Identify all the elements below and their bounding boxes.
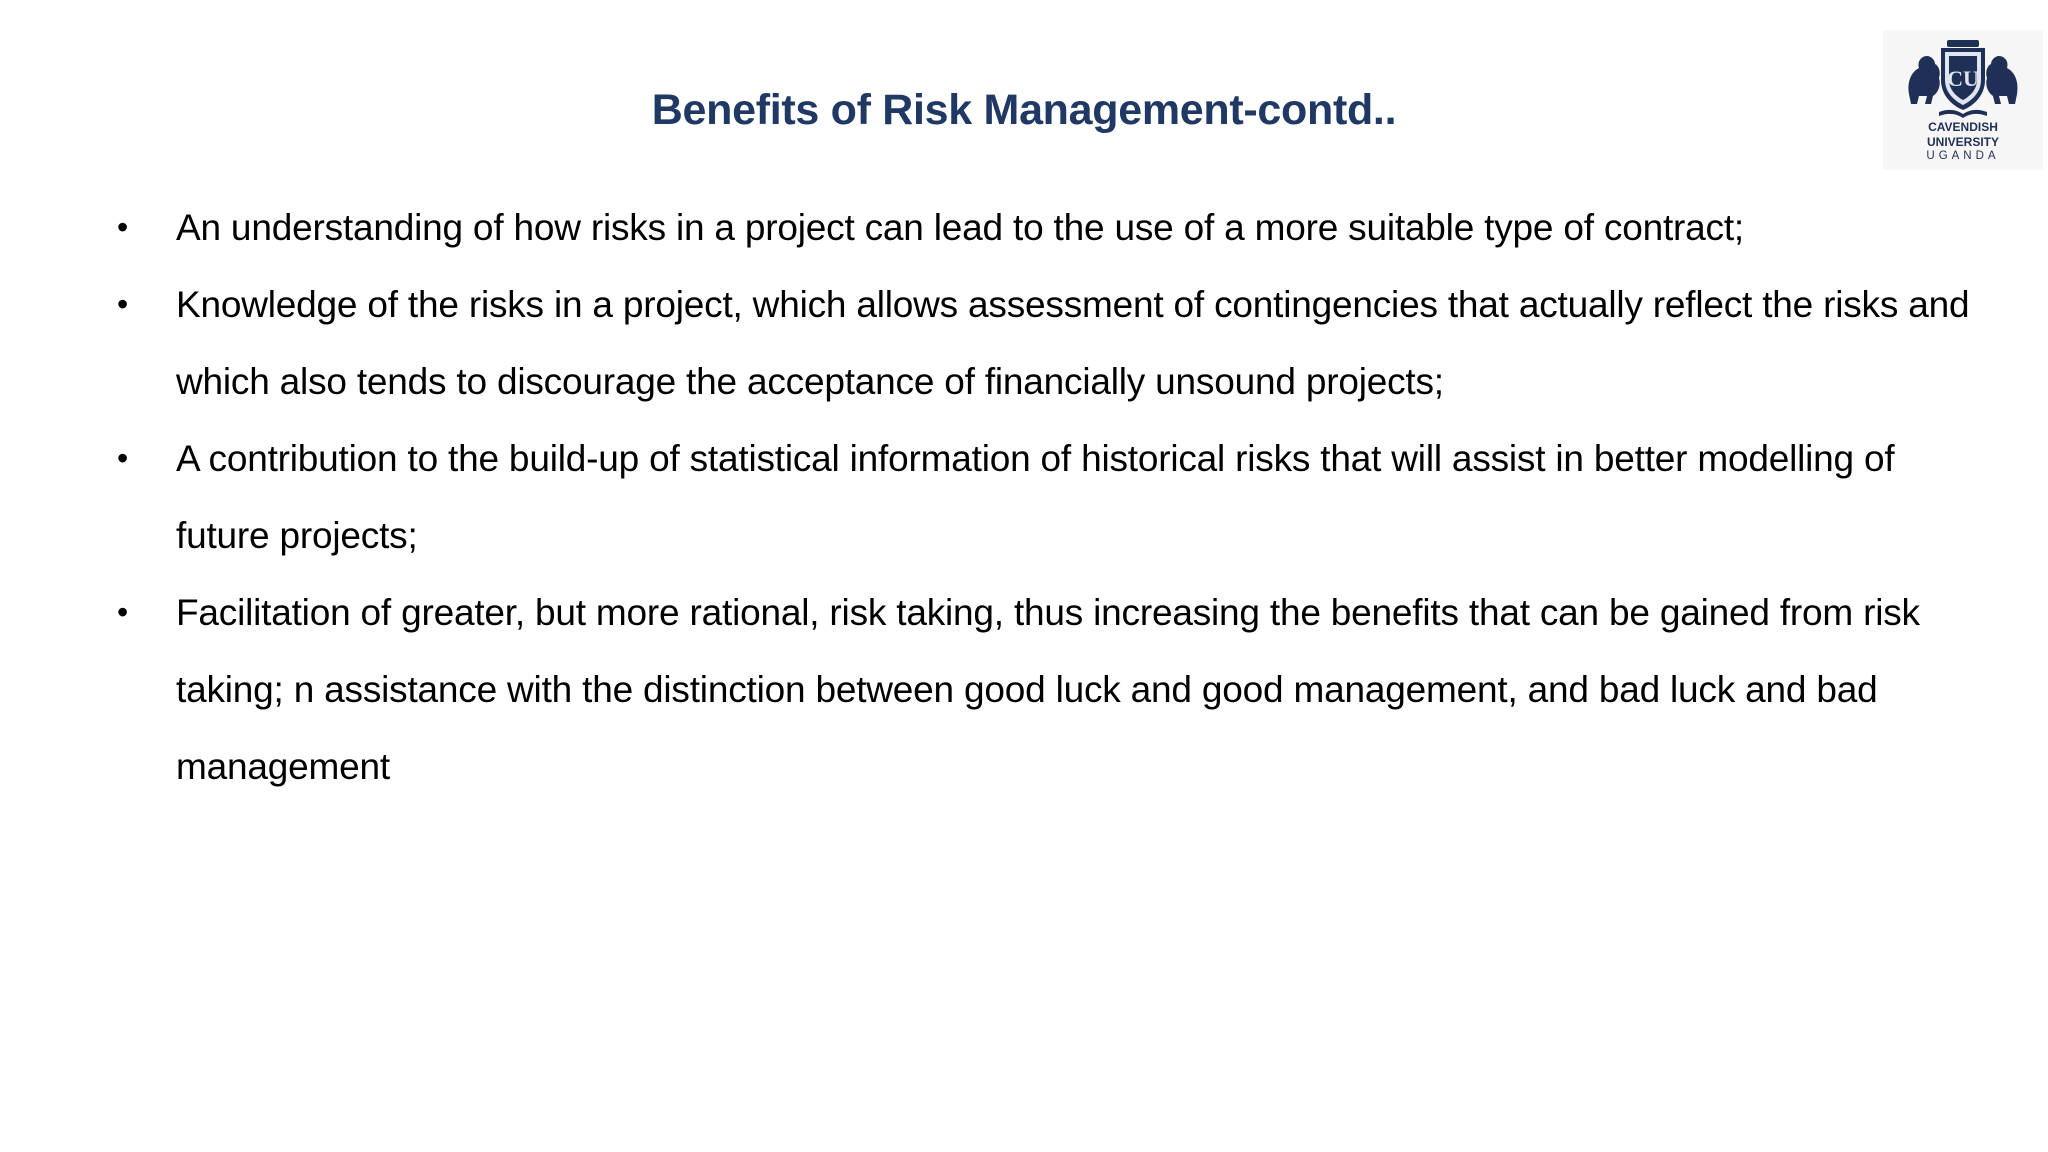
svg-text:CU: CU bbox=[1947, 66, 1979, 91]
logo-line-uganda: UGANDA bbox=[1926, 150, 2000, 162]
bullet-text: Knowledge of the risks in a project, which allows assessment of contingencies that actually reflect the risks and which also tends to discourage the acceptance of financially unsound projects; bbox=[176, 284, 1970, 402]
university-crest-icon bbox=[1903, 34, 2023, 119]
bullet-text: Facilitation of greater, but more rational, risk taking, thus increasing the benefits that can be gained from risk taking; n assistance with the distinction between good luck and good management, and bad luck and bad management bbox=[176, 592, 1920, 787]
logo-line-university: UNIVERSITY bbox=[1926, 135, 1999, 149]
bullet-text: An understanding of how risks in a project can lead to the use of a more suitable type of contract; bbox=[176, 207, 1745, 248]
university-logo bbox=[1883, 30, 2043, 170]
bullet-icon: • bbox=[117, 209, 129, 245]
bullet-text: A contribution to the build-up of statistical information of historical risks that will assist in better modelling of future projects; bbox=[176, 438, 1895, 556]
bullet-item bbox=[110, 420, 1990, 574]
bullet-item bbox=[110, 574, 1990, 805]
bullet-list bbox=[110, 189, 1990, 805]
bullet-item bbox=[110, 189, 1990, 266]
bullet-icon: • bbox=[117, 594, 129, 630]
slide-title: Benefits of Risk Management-contd.. bbox=[651, 86, 1397, 134]
bullet-item bbox=[110, 266, 1990, 420]
bullet-icon: • bbox=[117, 440, 129, 476]
logo-line-cavendish: CAVENDISH bbox=[1928, 120, 1998, 134]
bullet-icon: • bbox=[117, 286, 129, 322]
